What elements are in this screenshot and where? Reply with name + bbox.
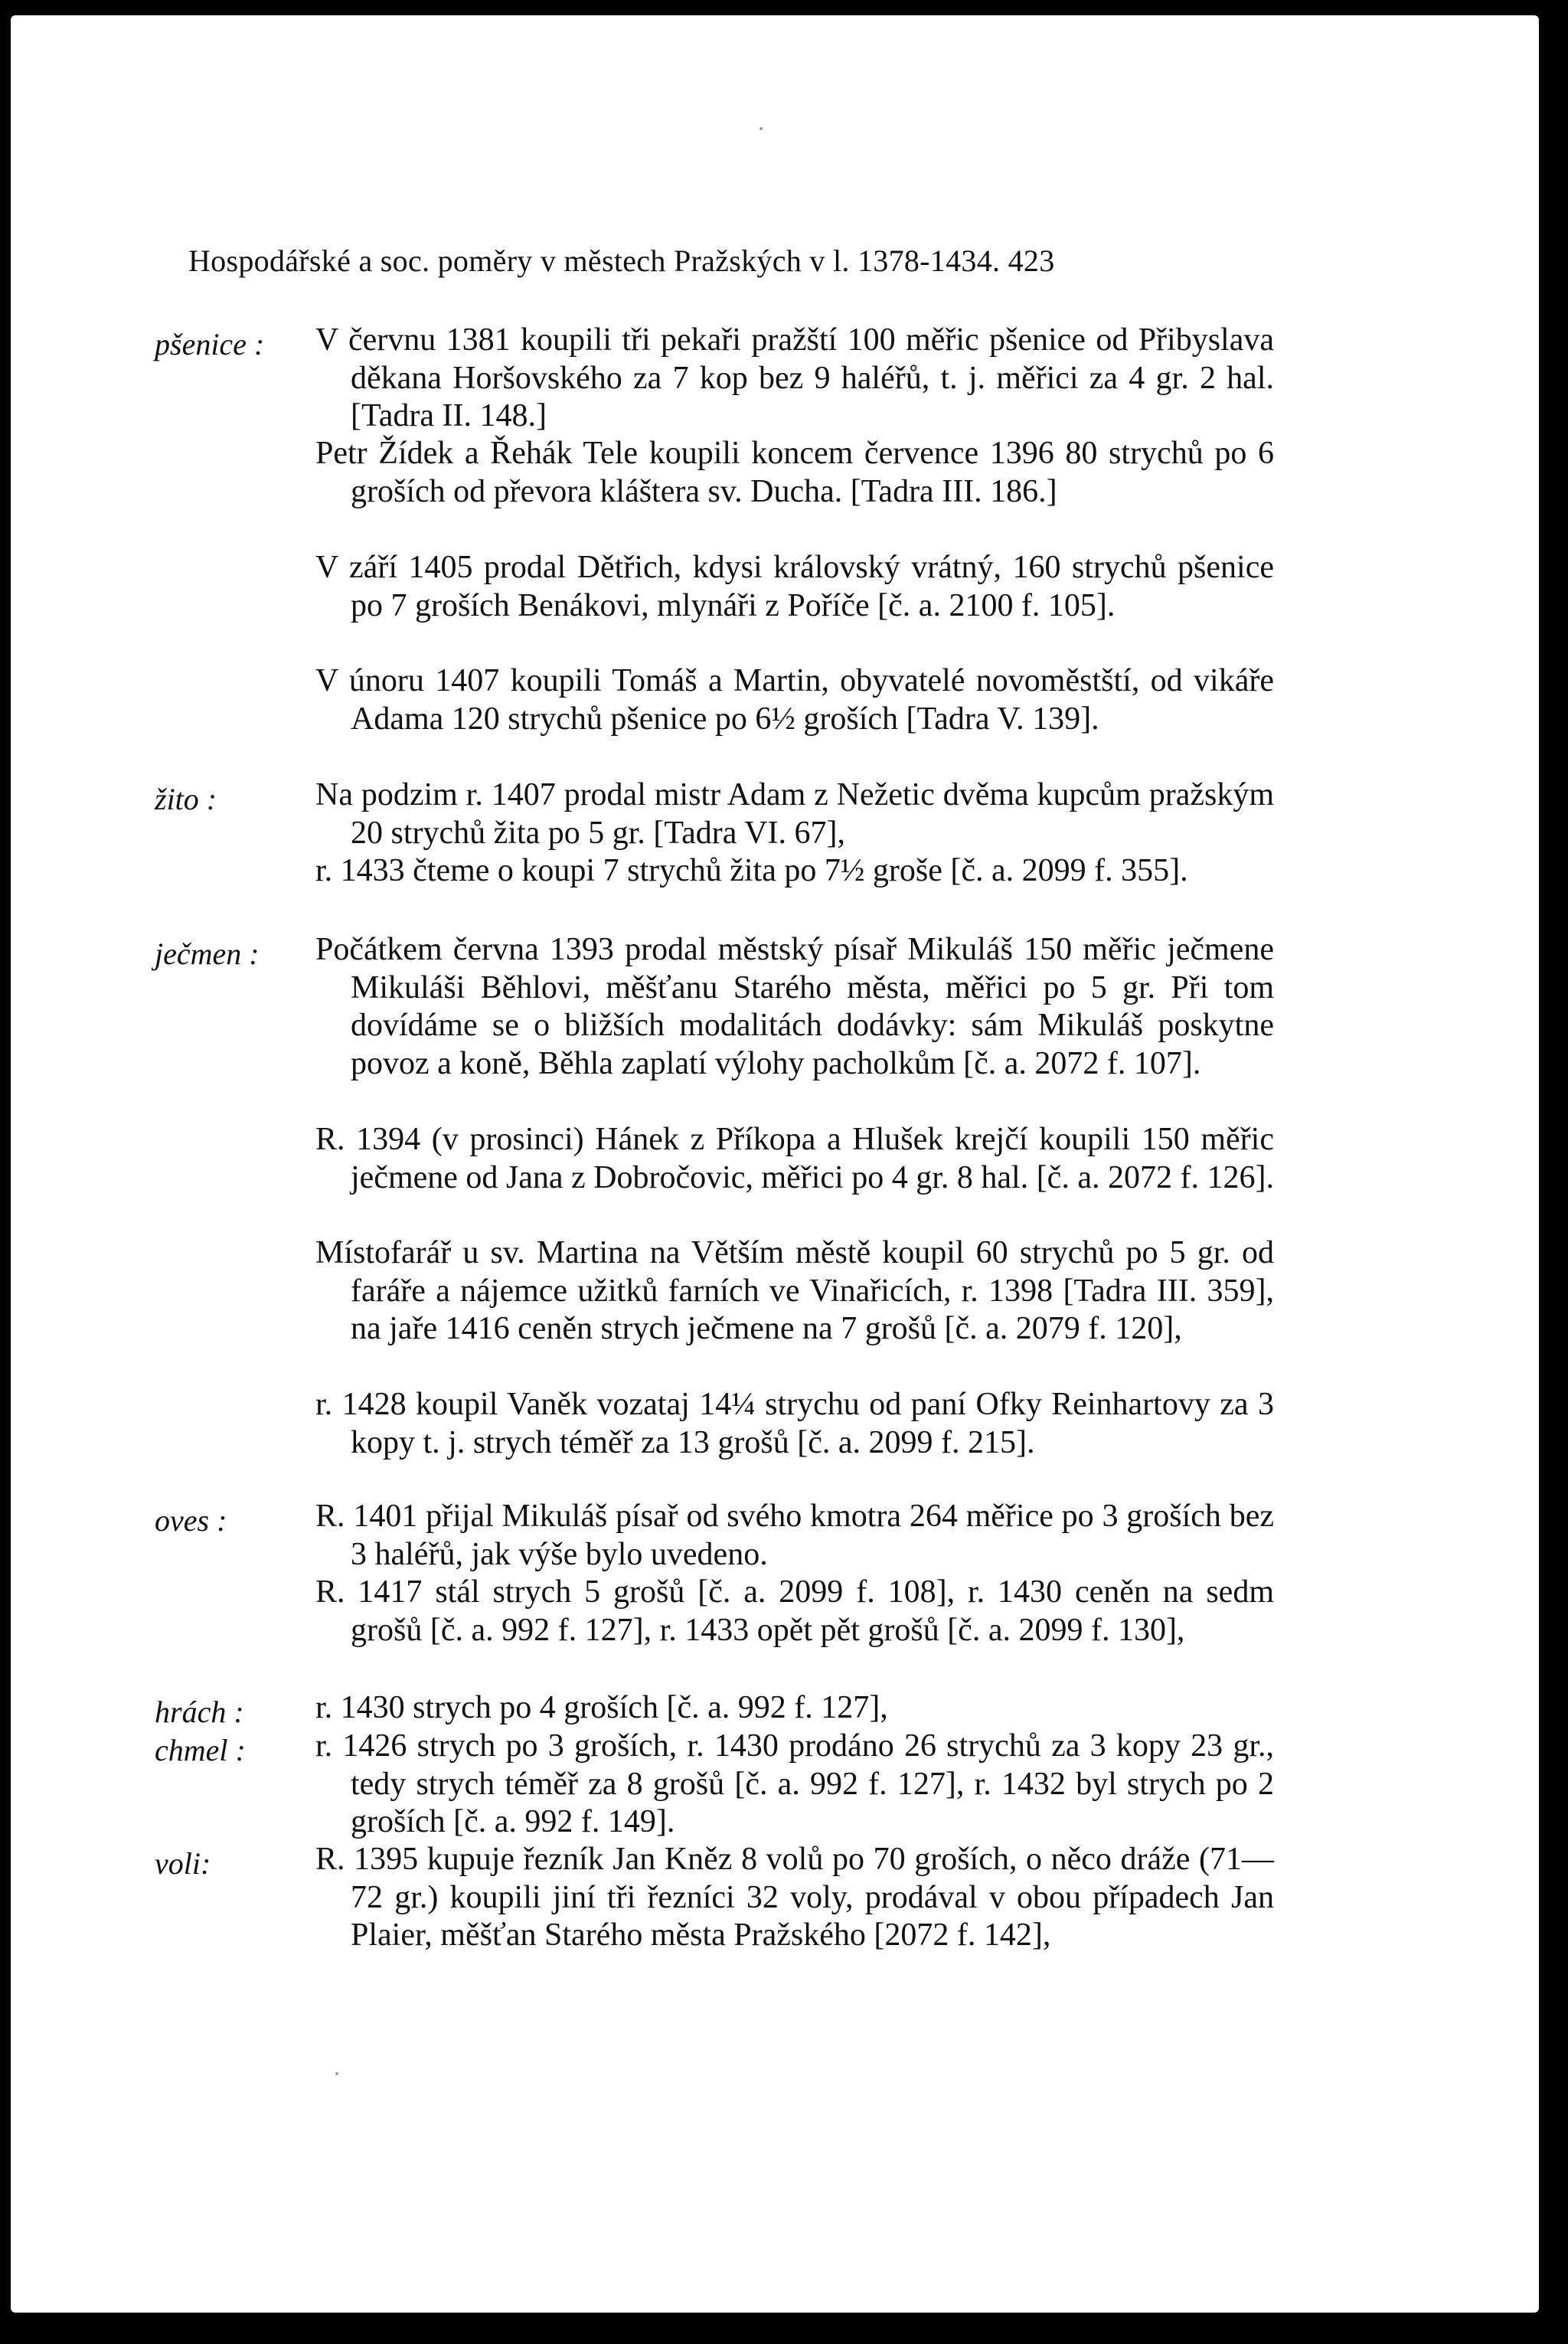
- entry: r. 1433 čteme o koupi 7 strychů žita po 7½ groše [č. a. 2099 f. 355].: [315, 853, 1188, 888]
- section-label: voli:: [155, 1846, 211, 1881]
- section-label: hrách :: [155, 1695, 244, 1729]
- section-label: chmel :: [155, 1733, 246, 1767]
- entry: r. 1428 koupil Vaněk vozataj 14¼ strychu od paní Ofky Reinhartovy za 3 kopy t. j. strych téměř za 13 grošů [č. a. 2099 f. 215].: [315, 1387, 1274, 1460]
- section-label: oves :: [155, 1503, 227, 1538]
- entry: R. 1395 kupuje řezník Jan Kněz 8 volů po 70 groších, o něco dráže (71—72 gr.) koupili jiní tři řezníci 32 voly, prodával v obou případech Jan Plaier, měšťan Starého města Pražského [2072 f. 142],: [315, 1842, 1274, 1953]
- entry: r. 1430 strych po 4 groších [č. a. 992 f. 127],: [315, 1690, 888, 1725]
- entry: Petr Žídek a Řehák Tele koupili koncem července 1396 80 strychů po 6 groších od převora kláštera sv. Ducha. [Tadra III. 186.]: [315, 436, 1274, 509]
- entry: Na podzim r. 1407 prodal mistr Adam z Nežetic dvěma kupcům pražským 20 strychů žita po 5 gr. [Tadra VI. 67],: [315, 777, 1274, 851]
- entry: r. 1426 strych po 3 groších, r. 1430 prodáno 26 strychů za 3 kopy 23 gr., tedy strych téměř za 8 grošů [č. a. 992 f. 127], r. 1432 byl strych po 2 groších [č. a. 992 f. 149].: [315, 1728, 1274, 1839]
- entry: R. 1417 stál strych 5 grošů [č. a. 2099 f. 108], r. 1430 ceněn na sedm grošů [č. a. 992 f. 127], r. 1433 opět pět grošů [č. a. 2099 f. 130],: [315, 1574, 1274, 1648]
- entry: V červnu 1381 koupili tři pekaři pražští 100 měřic pšenice od Přibyslava děkana Horšovského za 7 kop bez 9 haléřů, t. j. měřici za 4 gr. 2 hal. [Tadra II. 148.]: [315, 322, 1274, 433]
- book-page: [11, 15, 1539, 2313]
- running-header: Hospodářské a soc. poměry v městech Pražských v l. 1378-1434. 423: [188, 244, 1055, 278]
- section-label: pšenice :: [155, 327, 265, 361]
- entry: Místofarář u sv. Martina na Větším městě koupil 60 strychů po 5 gr. od faráře a nájemce užitků farních ve Vinařicích, r. 1398 [Tadra III. 359], na jaře 1416 ceněn strych ječmene na 7 grošů [č. a. 2079 f. 120],: [315, 1235, 1274, 1346]
- entry: V září 1405 prodal Dětřich, kdysi královský vrátný, 160 strychů pšenice po 7 groších Benákovi, mlynáři z Poříče [č. a. 2100 f. 105].: [315, 550, 1274, 623]
- entry: R. 1401 přijal Mikuláš písař od svého kmotra 264 měřice po 3 groších bez 3 haléřů, jak výše bylo uvedeno.: [315, 1499, 1274, 1572]
- section-label: ječmen :: [155, 937, 260, 971]
- entry: Počátkem června 1393 prodal městský písař Mikuláš 150 měřic ječmene Mikuláši Běhlovi, měšťanu Starého města, měřici po 5 gr. Při tom dovídáme se o bližších modalitách dodávky: sám Mikuláš poskytne povoz a koně, Běhla zaplatí výlohy pacholkům [č. a. 2072 f. 107].: [315, 932, 1274, 1081]
- section-label: žito :: [155, 782, 217, 816]
- speck: [335, 2072, 338, 2075]
- entry: R. 1394 (v prosinci) Hánek z Příkopa a Hlušek krejčí koupili 150 měřic ječmene od Jana z Dobročovic, měřici po 4 gr. 8 hal. [č. a. 2072 f. 126].: [315, 1122, 1274, 1195]
- speck: [760, 127, 763, 130]
- entry: V únoru 1407 koupili Tomáš a Martin, obyvatelé novoměstští, od vikáře Adama 120 strychů pšenice po 6½ groších [Tadra V. 139].: [315, 663, 1274, 737]
